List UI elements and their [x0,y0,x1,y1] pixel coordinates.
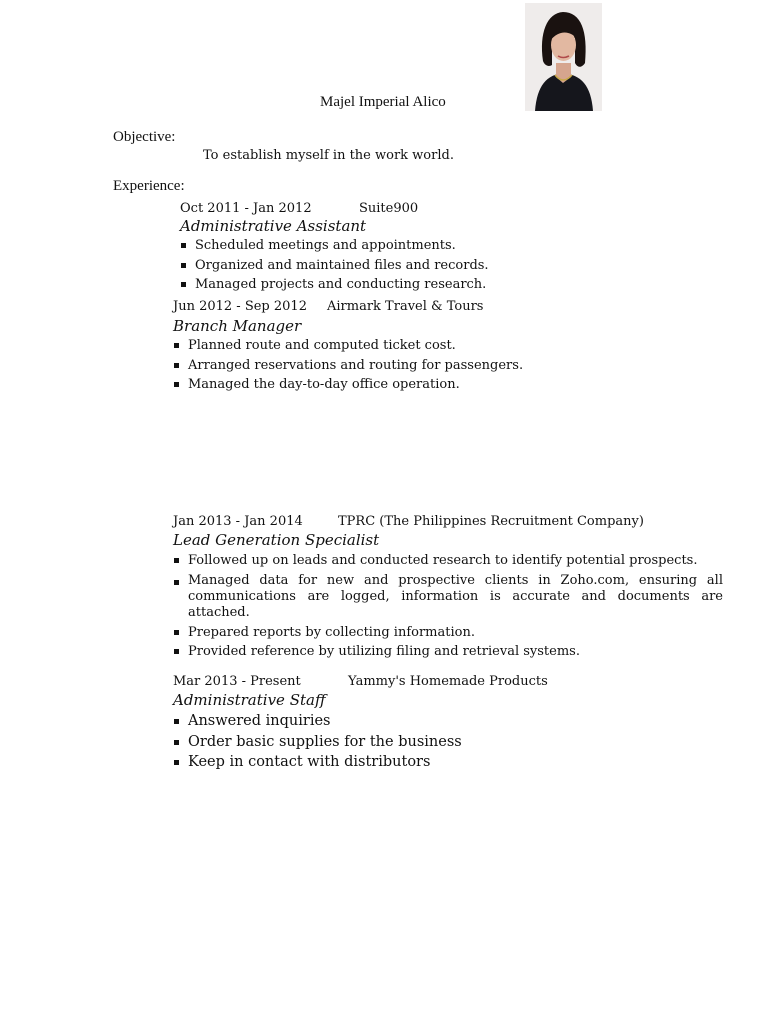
duty-item: Scheduled meetings and appointments. [180,236,489,256]
profile-photo [525,3,602,111]
profile-photo-illustration [525,3,602,111]
duty-item: Arranged reservations and routing for passengers. [173,356,523,376]
duty-item: Managed data for new and prospective clients in Zoho.com, ensuring all communications are logged, information is accurate and documents are attached. [173,573,723,621]
duty-item: Prepared reports by collecting information. [173,623,723,643]
duty-item: Provided reference by utilizing filing and retrieval systems. [173,642,723,662]
job-company: TPRC (The Philippines Recruitment Company) [338,514,644,529]
job-duties-list [180,236,489,295]
job-header [173,514,733,529]
job-company: Yammy's Homemade Products [348,674,548,689]
job-title: Administrative Assistant [180,217,367,235]
job-duties-list [173,336,523,395]
experience-label: Experience: [113,178,185,194]
job-title: Branch Manager [173,317,302,335]
duty-item: Managed projects and conducting research. [180,275,489,295]
job-duties-list [173,711,462,773]
duty-item: Followed up on leads and conducted research to identify potential prospects. [173,551,723,571]
job-header [173,299,593,314]
duty-item: Order basic supplies for the business [173,732,462,753]
job-dates: Oct 2011 - Jan 2012 [180,201,312,216]
objective-text: To establish myself in the work world. [203,148,454,163]
job-header [180,201,580,216]
duty-item: Keep in contact with distributors [173,752,462,773]
candidate-name: Majel Imperial Alico [320,94,446,110]
duty-item: Organized and maintained files and records. [180,256,489,276]
job-dates: Mar 2013 - Present [173,674,301,689]
duty-item: Managed the day-to-day office operation. [173,375,523,395]
job-company: Suite900 [359,201,419,216]
duty-item: Answered inquiries [173,711,462,732]
job-header [173,674,593,689]
job-company: Airmark Travel & Tours [327,299,484,314]
job-title: Lead Generation Specialist [173,531,380,549]
duty-item: Planned route and computed ticket cost. [173,336,523,356]
job-dates: Jan 2013 - Jan 2014 [173,514,303,529]
objective-label: Objective: [113,129,176,145]
job-duties-list [173,551,723,662]
job-title: Administrative Staff [173,691,326,709]
job-dates: Jun 2012 - Sep 2012 [173,299,307,314]
